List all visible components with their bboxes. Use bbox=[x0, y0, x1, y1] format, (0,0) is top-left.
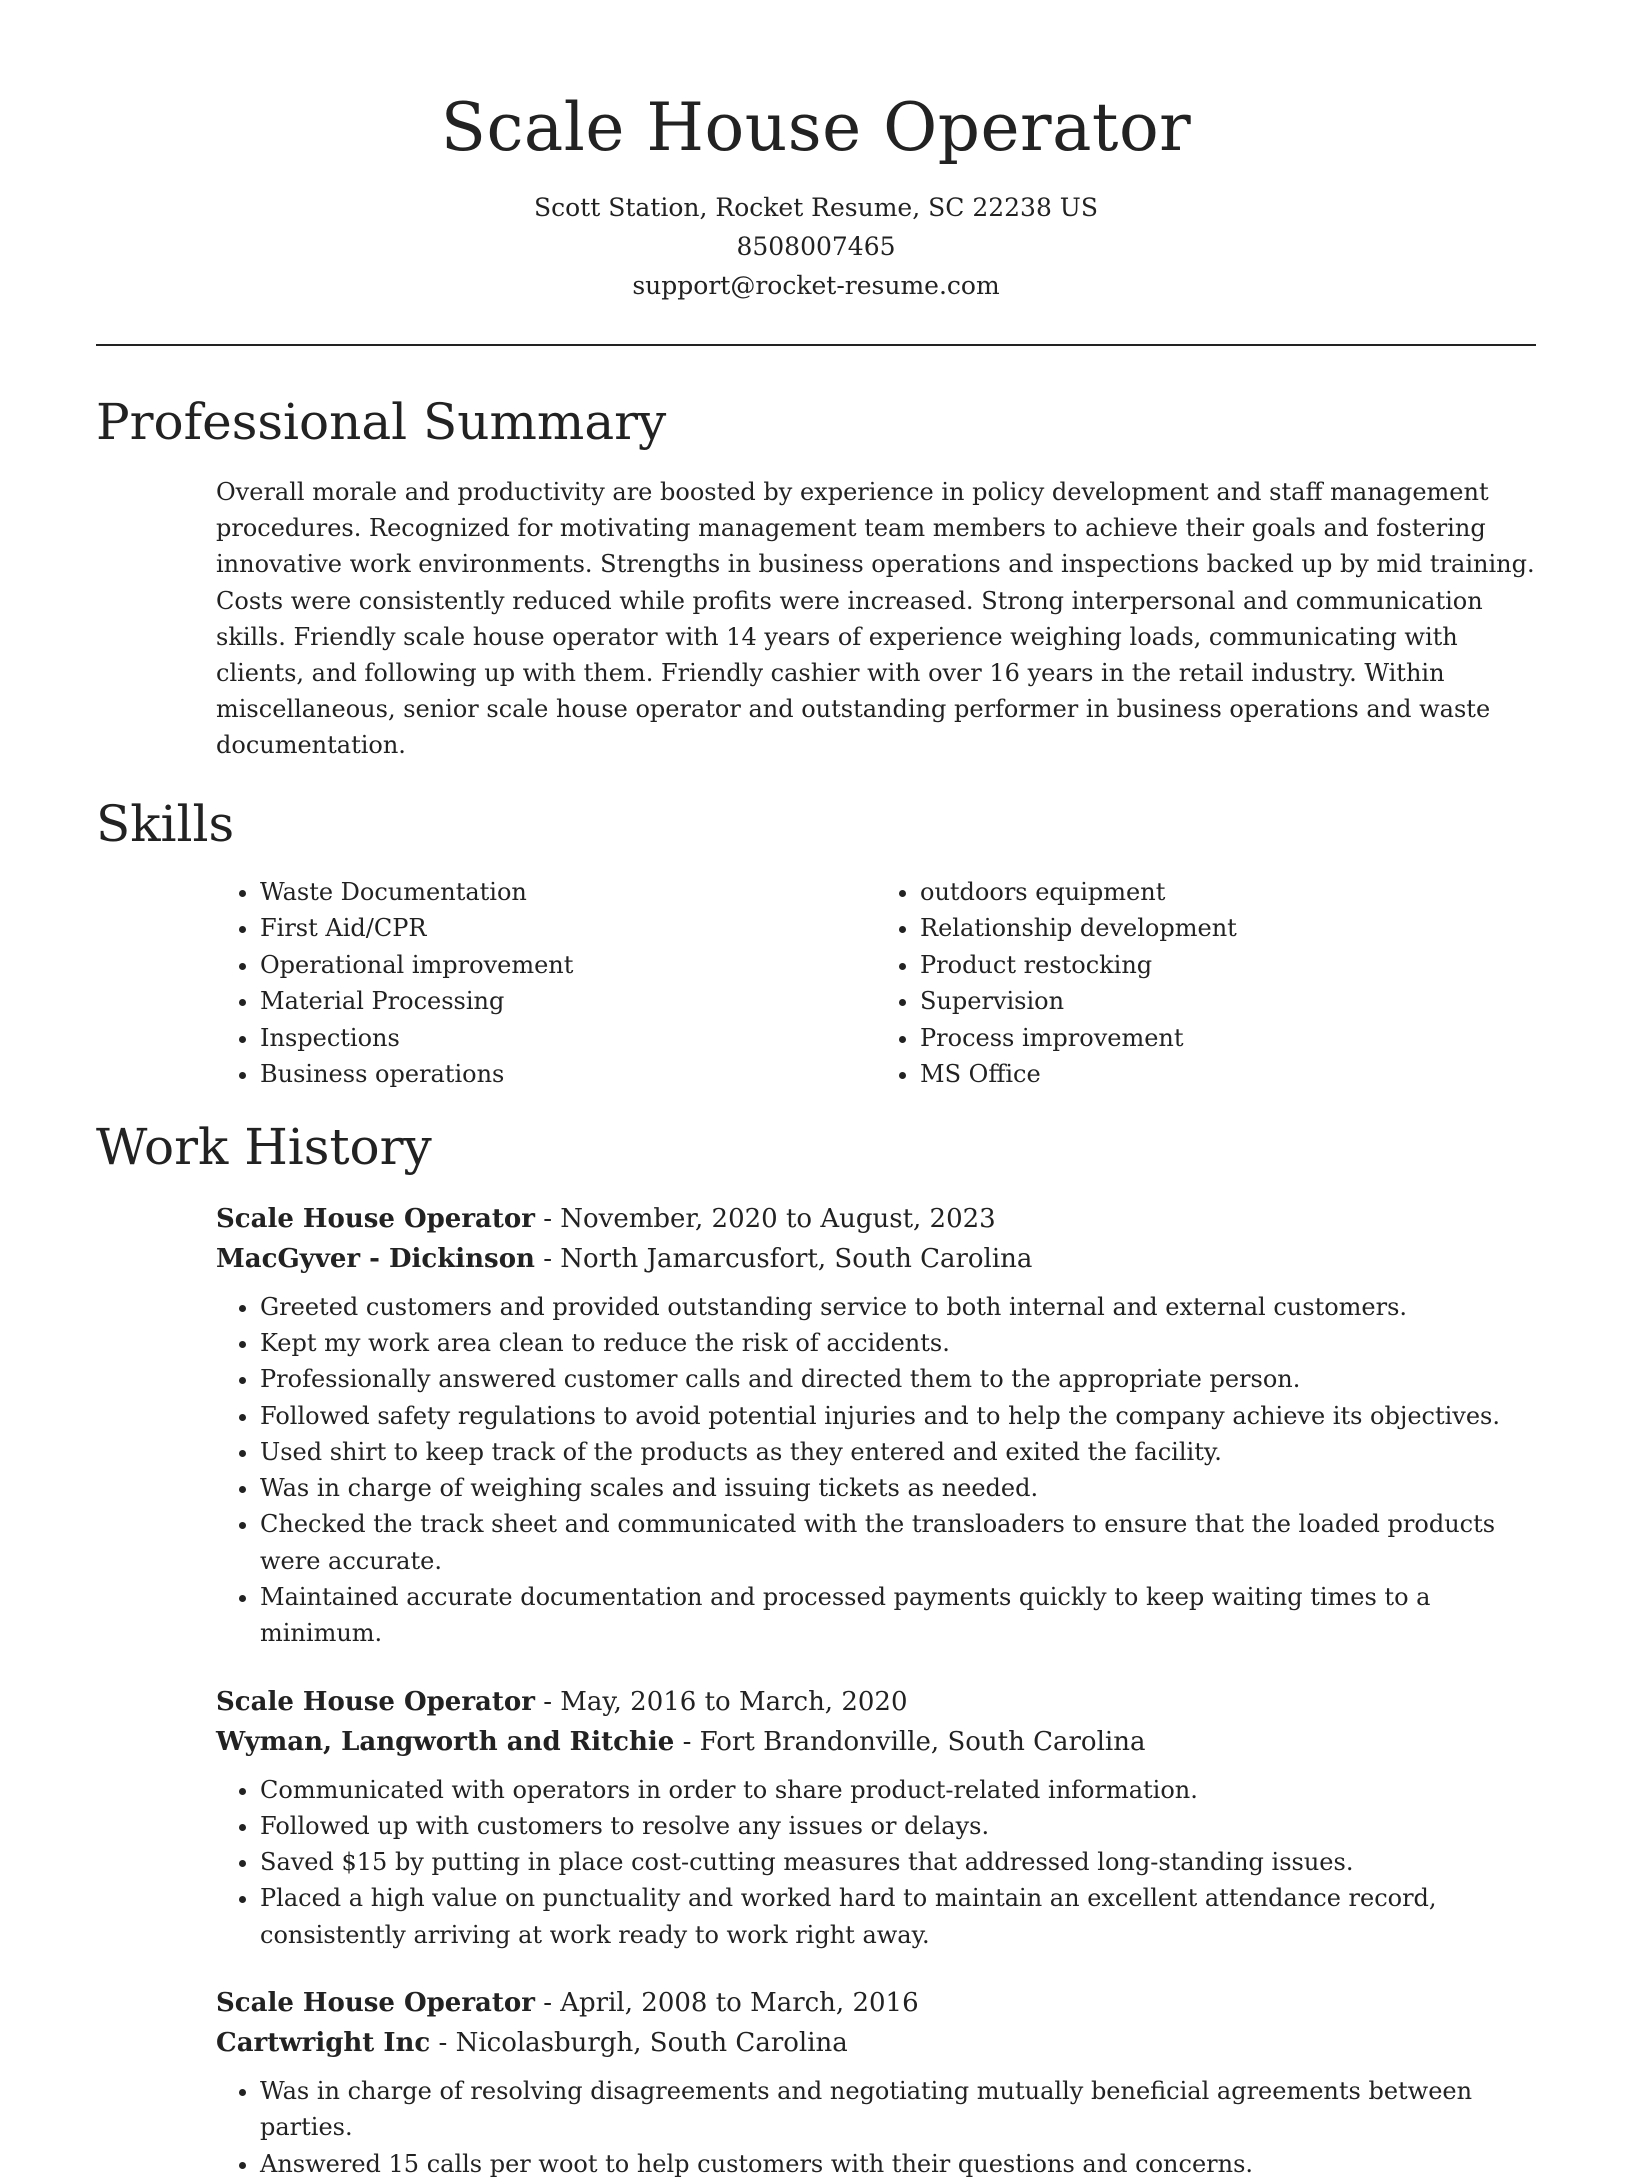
skill-item: • First Aid/CPR bbox=[260, 910, 876, 947]
summary-section bbox=[96, 392, 1536, 764]
work-history-heading: Work History bbox=[96, 1117, 432, 1176]
job-bullet: • Was in charge of weighing scales and issuing tickets as needed. bbox=[260, 1470, 1536, 1506]
skill-item: • outdoors equipment bbox=[920, 874, 1536, 911]
work-history-section bbox=[96, 1117, 1536, 2182]
job-position: Scale House Operator bbox=[216, 1203, 535, 1234]
job-bullet: • Checked the track sheet and communicated with the transloaders to ensure that the loaded products were accurate. bbox=[260, 1506, 1536, 1579]
skills-column-right bbox=[876, 874, 1536, 1093]
job-company: Cartwright Inc bbox=[216, 2028, 431, 2059]
skills-heading: Skills bbox=[96, 794, 235, 853]
contact-phone: 8508007465 bbox=[736, 232, 896, 261]
skill-item: • Process improvement bbox=[920, 1020, 1536, 1057]
contact-info bbox=[96, 188, 1536, 305]
job-bullets bbox=[216, 2073, 1536, 2182]
job-dates: April, 2008 to March, 2016 bbox=[560, 1988, 919, 2019]
job-title-line: Scale House Operator - April, 2008 to March, 2016 bbox=[216, 1988, 919, 2019]
job-bullet: • Communicated with operators in order to share product-related information. bbox=[260, 1772, 1536, 1808]
job-title-line: Scale House Operator - November, 2020 to August, 2023 bbox=[216, 1203, 996, 1234]
skill-item: • MS Office bbox=[920, 1056, 1536, 1093]
job-bullet: • Professionally answered customer calls and directed them to the appropriate person. bbox=[260, 1361, 1536, 1397]
header-divider bbox=[96, 344, 1536, 346]
job-bullet: • Maintained accurate documentation and processed payments quickly to keep waiting times to a minimum. bbox=[260, 1579, 1536, 1652]
resume-name: Scale House Operator bbox=[440, 89, 1192, 166]
job-bullet: • Kept my work area clean to reduce the risk of accidents. bbox=[260, 1325, 1536, 1361]
contact-address: Scott Station, Rocket Resume, SC 22238 US bbox=[533, 193, 1098, 222]
job-bullets bbox=[216, 1289, 1536, 1652]
skill-item: • Operational improvement bbox=[260, 947, 876, 984]
job-company-line: MacGyver - Dickinson - North Jamarcusfort, South Carolina bbox=[216, 1243, 1033, 1274]
skills-grid bbox=[216, 874, 1536, 1093]
skill-item: • Relationship development bbox=[920, 910, 1536, 947]
job-location: Nicolasburgh, South Carolina bbox=[455, 2028, 848, 2059]
job-dates: May, 2016 to March, 2020 bbox=[560, 1686, 908, 1717]
job-bullet: • Followed safety regulations to avoid potential injuries and to help the company achieve its objectives. bbox=[260, 1398, 1536, 1434]
job-bullet: • Used shirt to keep track of the products as they entered and exited the facility. bbox=[260, 1434, 1536, 1470]
job-company: Wyman, Langworth and Ritchie bbox=[216, 1726, 675, 1757]
skill-item: • Material Processing bbox=[260, 983, 876, 1020]
job-bullets bbox=[216, 1772, 1536, 1953]
skill-item: • Supervision bbox=[920, 983, 1536, 1020]
job-dates: November, 2020 to August, 2023 bbox=[560, 1203, 996, 1234]
job-bullet: • Answered 15 calls per woot to help customers with their questions and concerns. bbox=[260, 2146, 1536, 2182]
summary-heading: Professional Summary bbox=[96, 393, 667, 451]
job-entry bbox=[216, 1682, 1536, 1953]
skills-section bbox=[96, 794, 1536, 1093]
summary-text: Overall morale and productivity are boosted by experience in policy development and staff management procedures. Recognized for motivating management team members to achieve their goals and fostering innovative work environments. Strengths in business operations and inspections backed up by mid training. Costs were consistently reduced while profits were increased. Strong interpersonal and communication skills. Friendly scale house operator with 14 years of experience weighing loads, communicating with clients, and following up with them. Friendly cashier with over 16 years in the retail industry. Within miscellaneous, senior scale house operator and outstanding performer in business operations and waste documentation. bbox=[216, 478, 1535, 760]
skill-item: • Business operations bbox=[260, 1056, 876, 1093]
job-company: MacGyver - Dickinson bbox=[216, 1243, 535, 1274]
skill-item: • Product restocking bbox=[920, 947, 1536, 984]
job-company-line: Cartwright Inc - Nicolasburgh, South Carolina bbox=[216, 2028, 848, 2059]
job-entry bbox=[216, 1199, 1536, 1652]
job-position: Scale House Operator bbox=[216, 1988, 535, 2019]
job-title-line: Scale House Operator - May, 2016 to March, 2020 bbox=[216, 1686, 908, 1717]
job-entry bbox=[216, 1983, 1536, 2182]
job-location: Fort Brandonville, South Carolina bbox=[699, 1726, 1146, 1757]
skills-column-left bbox=[216, 874, 876, 1093]
job-bullet: • Followed up with customers to resolve any issues or delays. bbox=[260, 1808, 1536, 1844]
job-bullet: • Was in charge of resolving disagreements and negotiating mutually beneficial agreements between parties. bbox=[260, 2073, 1536, 2146]
job-bullet: • Placed a high value on punctuality and worked hard to maintain an excellent attendance record, consistently arriving at work ready to work right away. bbox=[260, 1880, 1536, 1953]
job-bullet: • Saved $15 by putting in place cost-cutting measures that addressed long-standing issues. bbox=[260, 1844, 1536, 1880]
job-location: North Jamarcusfort, South Carolina bbox=[560, 1243, 1033, 1274]
job-position: Scale House Operator bbox=[216, 1686, 535, 1717]
contact-email: support@rocket-resume.com bbox=[632, 271, 1000, 300]
job-company-line: Wyman, Langworth and Ritchie - Fort Brandonville, South Carolina bbox=[216, 1726, 1146, 1757]
job-bullet: • Greeted customers and provided outstanding service to both internal and external customers. bbox=[260, 1289, 1536, 1325]
resume-header bbox=[96, 0, 1536, 305]
skill-item: • Waste Documentation bbox=[260, 874, 876, 911]
skill-item: • Inspections bbox=[260, 1020, 876, 1057]
